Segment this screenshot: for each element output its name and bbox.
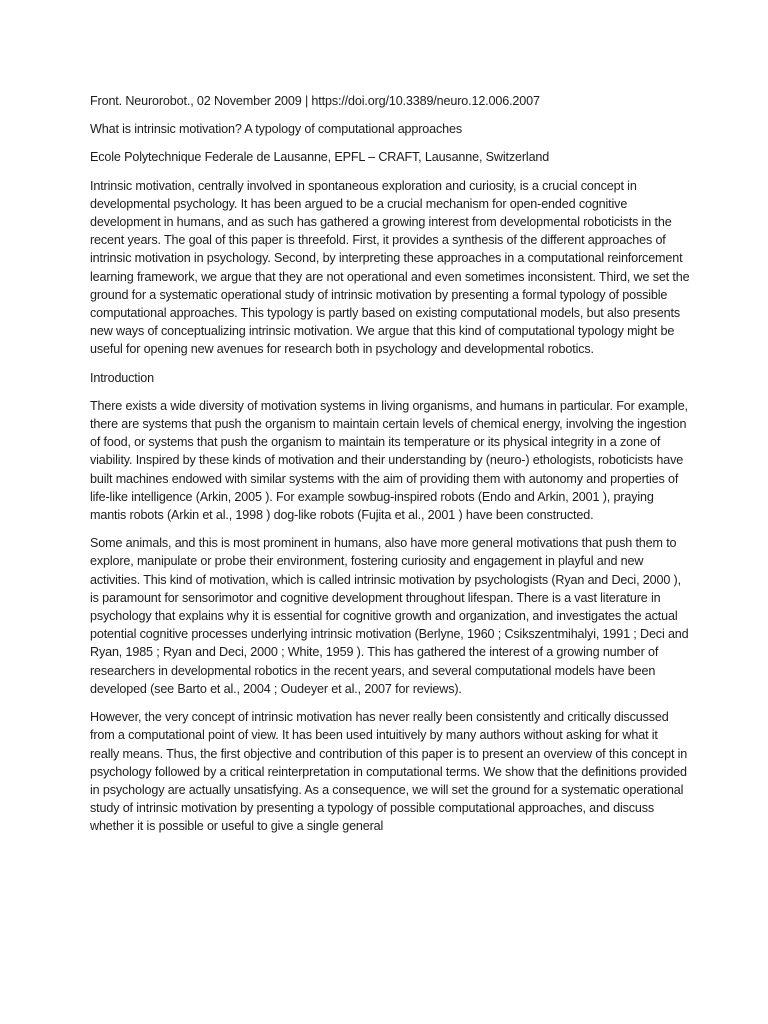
body-paragraph-2: Some animals, and this is most prominent in humans, also have more general motivations that push them to explore, manipulate or probe their environment, fostering curiosity and engagement in playful and new activities. This kind of motivation, which is called intrinsic motivation by psychologists (Ryan and Deci, 2000 ), is paramount for sensorimotor and cognitive development throughout lifespan. There is a vast literature in psychology that explains why it is essential for cognitive growth and organization, and investigates the actual potential cognitive processes underlying intrinsic motivation (Berlyne, 1960 ; Csikszentmihalyi, 1991 ; Deci and Ryan, 1985 ; Ryan and Deci, 2000 ; White, 1959 ). This has gathered the interest of a growing number of researchers in developmental robotics in the recent years, and several computational models have been developed (see Barto et al., 2004 ; Oudeyer et al., 2007 for reviews). [90,536,689,696]
abstract-paragraph: Intrinsic motivation, centrally involved in spontaneous exploration and curiosity, is a crucial concept in developmental psychology. It has been argued to be a crucial mechanism for open-ended cognitive development in humans, and as such has gathered a growing interest from developmental roboticists in the recent years. The goal of this paper is threefold. First, it provides a synthesis of the different approaches of intrinsic motivation in psychology. Second, by interpreting these approaches in a computational reinforcement learning framework, we argue that they are not operational and even sometimes inconsistent. Third, we set the ground for a systematic operational study of intrinsic motivation by presenting a formal typology of possible computational approaches. This typology is partly based on existing computational models, but also presents new ways of conceptualizing intrinsic motivation. We argue that this kind of computational typology might be useful for opening new avenues for research both in psychology and developmental robotics. [90,178,690,357]
citation-line: Front. Neurorobot., 02 November 2009 | https://doi.org/10.3389/neuro.12.006.2007 [90,94,540,108]
paper-title: What is intrinsic motivation? A typology of computational approaches [90,122,463,137]
body-paragraph-1: There exists a wide diversity of motivation systems in living organisms, and humans in particular. For example, there are systems that push the organism to maintain certain levels of chemical energy, involving the ingestion of food, or systems that push the organism to maintain its temperature or its physical integrity in a zone of viability. Inspired by these kinds of motivation and their understanding by (neuro-) ethologists, roboticists have built machines endowed with similar systems with the aim of providing them with autonomy and properties of life-like intelligence (Arkin, 2005 ). For example sowbug-inspired robots (Endo and Arkin, 2001 ), praying mantis robots (Arkin et al., 1998 ) dog-like robots (Fujita et al., 2001 ) have been constructed. [90,398,688,523]
section-heading-introduction: Introduction [90,370,155,385]
document-page [90,92,690,846]
body-paragraph-3: However, the very concept of intrinsic motivation has never really been consistently and critically discussed from a computational point of view. It has been used intuitively by many authors without asking for what it really means. Thus, the first objective and contribution of this paper is to present an overview of this concept in psychology followed by a critical reinterpretation in computational terms. We show that the definitions provided in psychology are actually unsatisfying. As a consequence, we will set the ground for a systematic operational study of intrinsic motivation by presenting a typology of possible computational approaches, and discuss whether it is possible or useful to give a single general [90,710,688,834]
affiliation-line: Ecole Polytechnique Federale de Lausanne, EPFL – CRAFT, Lausanne, Switzerland [90,150,550,165]
